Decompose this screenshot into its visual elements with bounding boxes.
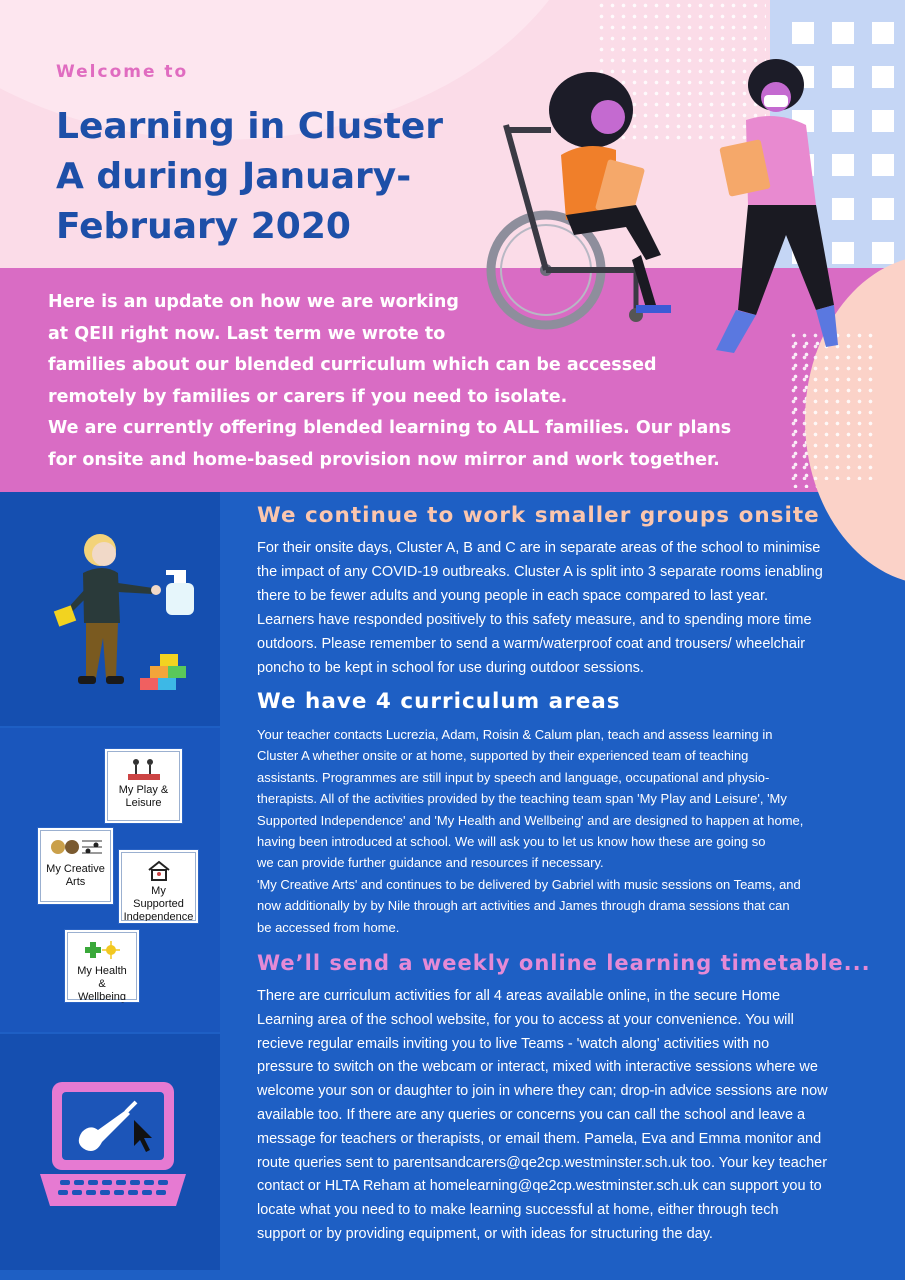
body-line: Learners have responded positively to this safety measure, and to spending more time [257,612,812,628]
card-line: My Creative [46,863,105,875]
music-notes-icon [48,835,104,861]
body-line: Cluster A whether onsite or at home, supported by their experienced team of teaching [257,748,749,764]
intro-line: remotely by families or carers if you need to isolate. [48,386,568,407]
house-icon [146,857,172,883]
body-line: Your teacher contacts Lucrezia, Adam, Roisin & Calum plan, teach and assess learning in [257,727,773,742]
wheelchair-nurse-illustration [486,55,866,375]
card-my-health-wellbeing [67,932,137,1003]
body-line: outdoors. Please remember to send a warm/waterproof coat and trousers/ wheelchair [257,636,806,652]
play-symbol-icon [124,756,164,782]
body-line: welcome your son or daughter to join in where they can; drop-in advice sessions are now [257,1083,828,1100]
intro-line: families about our blended curriculum which can be accessed [48,355,657,375]
card-line: Arts [65,876,86,888]
section-body-curriculum-areas [257,724,803,938]
intro-line: Here is an update on how we are working [48,292,459,312]
body-line: route queries sent to parentsandcarers@qe2cp.westminster.sch.uk too. Your key teacher [257,1154,828,1171]
body-line: 'My Creative Arts' and continues to be delivered by Gabriel with music sessions on Teams, and [257,876,801,892]
body-line: be accessed from home. [257,919,400,935]
intro-line: We are currently offering blended learning to ALL families. Our plans [48,418,732,438]
section-heading-small-groups: We continue to work smaller groups onsite [257,503,820,528]
card-line: My Play & [118,784,169,796]
body-line: pressure to switch on the webcam or interact, mixed with interactive sessions where we [257,1059,818,1076]
health-cross-sun-icon [84,937,120,963]
page-title [56,102,476,252]
card-line: Supported [133,898,184,910]
section-body-small-groups [257,536,823,680]
card-line: Leisure [125,797,162,809]
section-body-weekly-timetable [257,985,828,1247]
welcome-label: Welcome to [56,62,189,82]
body-line: support or by providing equipment, or with ideas for structuring the day. [257,1225,713,1242]
body-line: Learning area of the school website, for you to access at your convenience. You will [257,1011,794,1028]
body-line: there to be fewer adults and young people in each space compared to last year. [257,588,769,604]
body-line: assistants. Programmes are still input by speech and language, occupational and physio- [257,769,770,785]
card-line: My [151,885,166,897]
body-line: contact or HLTA Reham at homelearning@qe2cp.westminster.sch.uk can support you to [257,1178,822,1195]
title-line: February 2020 [56,206,351,247]
card-line: & [98,978,106,990]
intro-line: for onsite and home-based provision now mirror and work together. [48,449,720,470]
card-line: My Health [77,965,127,977]
child-sanitiser-illustration [48,528,208,708]
body-line: therapists. All of the activities provided by the teaching team span 'My Play and Leisure', 'My [257,791,787,807]
body-line: For their onsite days, Cluster A, B and C are in separate areas of the school to minimise [257,540,821,556]
body-line: recieve regular emails inviting you to live Teams - 'watch along' activities with no [257,1035,770,1052]
body-line: poncho to be kept in school for use during outdoor sessions. [257,660,644,676]
body-line: available too. If there are any queries or concerns you can call the school and leave a [257,1106,806,1123]
body-line: There are curriculum activities for all 4 areas available online, in the secure Home [257,988,781,1004]
body-line: message for teachers or therapists, or email them. Pamela, Eva and Emma monitor and [257,1130,822,1147]
card-my-play-leisure [107,751,180,821]
section-heading-weekly-timetable: We’ll send a weekly online learning timetable... [257,951,871,975]
body-line: now additionally by by Nile through art activities and James through drama sessions that can [257,898,790,914]
title-line: Learning in Cluster [56,106,443,147]
title-line: A during January- [56,156,412,197]
card-my-creative-arts [40,830,111,902]
intro-line: at QEII right now. Last term we wrote to [48,323,446,344]
body-line: locate what you need to to make learning successful at home, either through tech [257,1202,779,1219]
section-heading-curriculum-areas: We have 4 curriculum areas [257,689,621,714]
laptop-guitar-illustration [38,1078,188,1213]
body-line: the impact of any COVID-19 outbreaks. Cluster A is split into 3 separate rooms ienabling [257,564,823,580]
card-my-supported-independence [121,852,196,921]
card-line: Independence [123,911,194,923]
body-line: Supported Independence' and 'My Health and Wellbeing' and are designed to happen at home, [257,812,804,828]
body-line: having been introduced at school. We will ask you to let us know how these are going so [257,834,766,850]
body-line: we can provide further guidance and resources if necessary. [257,855,604,871]
card-line: Wellbeing [77,991,127,1003]
